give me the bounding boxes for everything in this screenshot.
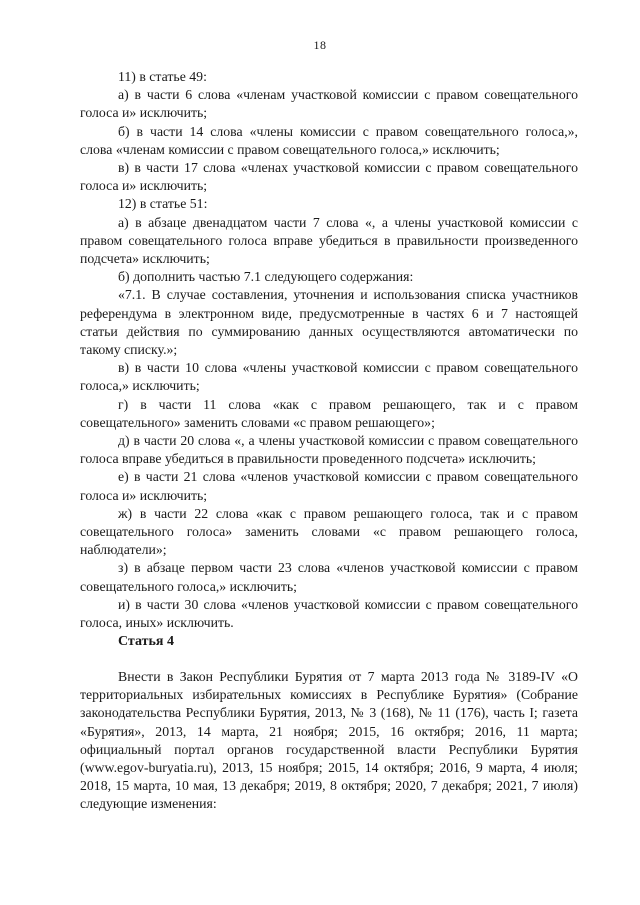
paragraph: в) в части 17 слова «членах участковой комиссии с правом совещательного голоса и» исключить;: [80, 160, 578, 194]
paragraph: ж) в части 22 слова «как с правом решающего голоса, так и с правом совещательного голоса» заменить словами «с правом решающего голоса, наблюдатели»;: [80, 505, 578, 558]
article-body: [80, 668, 578, 814]
paragraph: а) в абзаце двенадцатом части 7 слова «, а члены участковой комиссии с правом совещательного голоса вправе убедиться в правильности произведенного подсчета» исключить;: [80, 214, 578, 267]
paragraph: 12) в статье 51:: [118, 196, 208, 212]
paragraph: и) в части 30 слова «членов участковой комиссии с правом совещательного голоса, иных» исключить.: [80, 596, 578, 631]
paragraph: г) в части 11 слова «как с правом решающего, так и с правом совещательного» заменить словами «с правом решающего»;: [80, 396, 578, 430]
paragraph: б) дополнить частью 7.1 следующего содержания:: [118, 269, 414, 285]
paragraph: а) в части 6 слова «членам участковой комиссии с правом совещательного голоса и» исключить;: [80, 87, 578, 121]
paragraph: «7.1. В случае составления, уточнения и использования списка участников референдума в электронном виде, предусмотренные в частях 6 и 7 настоящей статьи действия по суммированию данных осуществляются автоматически по такому списку.»;: [80, 287, 578, 358]
paragraph: б) в части 14 слова «члены комиссии с правом совещательного голоса,», слова «членам комиссии с правом совещательного голоса,» исключить;: [80, 123, 578, 157]
page-number: 18: [313, 38, 327, 52]
paragraph: в) в части 10 слова «члены участковой комиссии с правом совещательного голоса,» исключить;: [80, 360, 578, 394]
paragraph: 11) в статье 49:: [118, 69, 207, 84]
paragraph: е) в части 21 слова «членов участковой комиссии с правом совещательного голоса и» исключить;: [80, 469, 578, 503]
paragraph: д) в части 20 слова «, а члены участковой комиссии с правом совещательного голоса вправе убедиться в правильности проведенного подсчета» исключить;: [80, 433, 578, 467]
paragraph: Внести в Закон Республики Бурятия от 7 марта 2013 года № 3189-IV «О территориальных избирательных комиссиях в Республике Бурятия» (Собрание законодательства Республики Бурятия, 2013, № 3 (168), № 11 (176), часть I; газета «Бурятия», 2013, 14 марта, 21 ноября; 2015, 16 октября; 2016, 11 марта; официальный портал органов государственной власти Республики Бурятия (www.egov-buryatia.ru), 2013, 15 ноября; 2015, 14 октября; 2016, 9 марта, 4 июля; 2018, 15 марта, 10 мая, 13 декабря; 2019, 8 октября; 2020, 7 декабря; 2021, 7 июля) следующие изменения:: [80, 669, 578, 812]
amendments-list: [80, 68, 578, 632]
article-heading: Статья 4: [118, 634, 174, 649]
paragraph: з) в абзаце первом части 23 слова «членов участковой комиссии с правом совещательного голоса,» исключить;: [80, 560, 578, 594]
